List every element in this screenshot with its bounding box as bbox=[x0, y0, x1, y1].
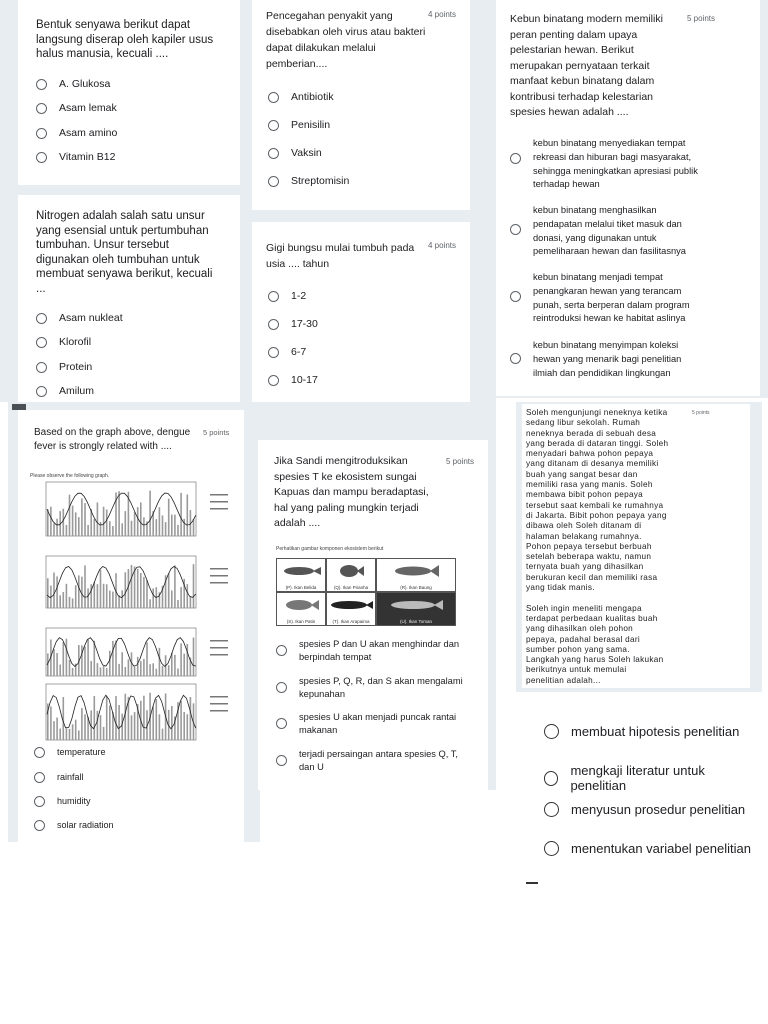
option-vitamin-b12[interactable]: Vitamin B12 bbox=[36, 151, 115, 165]
graph-bar bbox=[81, 708, 83, 740]
graph-bar bbox=[63, 592, 65, 608]
graph-bar bbox=[78, 730, 80, 740]
graph-bar bbox=[94, 519, 96, 536]
option-rainfall[interactable]: rainfall bbox=[34, 771, 84, 785]
option-streptomisin[interactable]: Streptomisin bbox=[268, 175, 349, 189]
graph-bar bbox=[143, 517, 145, 536]
radio-button[interactable] bbox=[34, 747, 45, 758]
graph-bar bbox=[112, 526, 114, 536]
graph-bar bbox=[171, 706, 173, 740]
question-card-1 bbox=[18, 0, 240, 185]
radio-button[interactable] bbox=[268, 148, 279, 159]
graph-bar bbox=[174, 565, 176, 608]
graph-bar bbox=[134, 667, 136, 676]
radio-button[interactable] bbox=[510, 153, 521, 164]
graph-bar bbox=[87, 640, 89, 676]
graph-legend-swatch bbox=[210, 501, 228, 503]
radio-button[interactable] bbox=[276, 755, 287, 766]
graph-bar bbox=[131, 715, 133, 740]
graph-bar bbox=[63, 509, 65, 536]
points-label: 5 points bbox=[687, 14, 716, 23]
graph-bar bbox=[66, 584, 68, 608]
graph-bar bbox=[140, 573, 142, 608]
graph-bar bbox=[109, 591, 111, 608]
graph-bar bbox=[109, 706, 111, 740]
graph-bar bbox=[180, 701, 182, 740]
radio-button[interactable] bbox=[510, 353, 521, 364]
radio-button[interactable] bbox=[36, 386, 47, 397]
graph-bar bbox=[72, 724, 74, 740]
graph-legend-swatch bbox=[210, 710, 228, 712]
graph-bar bbox=[190, 597, 192, 608]
graph-bar bbox=[50, 707, 52, 740]
graph-bar bbox=[183, 519, 185, 536]
graph-bar bbox=[125, 667, 127, 676]
radio-button[interactable] bbox=[276, 682, 287, 693]
graph-bar bbox=[156, 699, 158, 740]
graph-bar bbox=[90, 584, 92, 608]
graph-bar bbox=[66, 525, 68, 536]
points-label: 5 points bbox=[692, 410, 710, 416]
graph-bar bbox=[72, 506, 74, 536]
graph-bar bbox=[156, 669, 158, 676]
graph-bar bbox=[94, 696, 96, 740]
fish-cell-t: (T). Ikan Arapaima bbox=[326, 592, 376, 626]
radio-button[interactable] bbox=[268, 291, 279, 302]
graph-bar bbox=[168, 573, 170, 608]
graph-bar bbox=[56, 718, 58, 740]
graph-bar bbox=[134, 512, 136, 536]
graph-bar bbox=[97, 663, 99, 676]
graph-bar bbox=[100, 522, 102, 536]
graph-bar bbox=[162, 729, 164, 740]
graph-bar bbox=[131, 652, 133, 676]
graph-bar bbox=[174, 655, 176, 676]
option-vaksin[interactable]: Vaksin bbox=[268, 147, 322, 161]
graph-bar bbox=[149, 599, 151, 608]
option-hipotesis[interactable]: membuat hipotesis penelitian bbox=[544, 724, 739, 739]
radio-button[interactable] bbox=[36, 152, 47, 163]
graph-bar bbox=[81, 577, 83, 608]
option-kepunahan[interactable]: spesies P, Q, R, dan S akan mengalami kepunahan bbox=[276, 675, 463, 701]
graph-bar bbox=[193, 519, 195, 536]
radio-button[interactable] bbox=[510, 291, 521, 302]
option-klorofil[interactable]: Klorofil bbox=[36, 336, 91, 350]
graph-bar bbox=[131, 565, 133, 608]
points-label: 4 points bbox=[428, 241, 457, 250]
radio-button[interactable] bbox=[34, 772, 45, 783]
graph-bar bbox=[177, 525, 179, 536]
graph-bar bbox=[171, 590, 173, 608]
question-text: Based on the graph above, dengue fever is strongly related with .... bbox=[34, 427, 191, 452]
option-persaingan[interactable]: terjadi persaingan antara spesies Q, T, dan U bbox=[276, 748, 458, 774]
graph-bar bbox=[103, 584, 105, 608]
graph-bar bbox=[121, 590, 123, 608]
graph-bar bbox=[84, 565, 86, 608]
option-penisilin[interactable]: Penisilin bbox=[268, 119, 330, 133]
fish-cell-q: (Q). Ikan Piranha bbox=[326, 558, 376, 592]
radio-button[interactable] bbox=[268, 375, 279, 386]
graph-bar bbox=[159, 507, 161, 536]
graph-bar bbox=[56, 519, 58, 536]
graph-bar bbox=[171, 515, 173, 536]
graph-bar bbox=[106, 509, 108, 536]
option-antibiotik[interactable]: Antibiotik bbox=[268, 91, 334, 105]
radio-button[interactable] bbox=[544, 771, 558, 786]
question-card-8 bbox=[522, 404, 750, 688]
graph-legend-swatch bbox=[210, 654, 228, 656]
graph-bar bbox=[97, 502, 99, 536]
question-card-4 bbox=[18, 195, 240, 402]
graph-bar bbox=[162, 515, 164, 536]
question-card-7 bbox=[258, 440, 488, 790]
question-card-3 bbox=[496, 0, 760, 396]
fish-cell-s: (S). Ikan Patin bbox=[276, 592, 326, 626]
graph-bar bbox=[72, 598, 74, 608]
radio-button[interactable] bbox=[268, 319, 279, 330]
graph-bar bbox=[125, 572, 127, 608]
graph-panel-frame bbox=[46, 684, 196, 740]
radio-button[interactable] bbox=[34, 796, 45, 807]
fish-baung-icon bbox=[377, 559, 455, 583]
graph-bar bbox=[177, 600, 179, 608]
graph-bar bbox=[94, 582, 96, 608]
graph-bar bbox=[59, 665, 61, 676]
graph-bar bbox=[66, 639, 68, 676]
option-asam-amino[interactable]: Asam amino bbox=[36, 127, 117, 141]
graph-bar bbox=[100, 668, 102, 676]
option-asam-nukleat[interactable]: Asam nukleat bbox=[36, 312, 123, 326]
graph-bar bbox=[47, 578, 49, 608]
graph-bar bbox=[100, 715, 102, 740]
graph-bar bbox=[106, 584, 108, 608]
graph-bar bbox=[159, 648, 161, 676]
graph-legend-swatch bbox=[210, 582, 228, 584]
radio-button[interactable] bbox=[36, 79, 47, 90]
graph-bar bbox=[125, 694, 127, 740]
radio-button[interactable] bbox=[36, 128, 47, 139]
graph-bar bbox=[183, 712, 185, 740]
bottom-marker bbox=[526, 882, 538, 884]
graph-bar bbox=[193, 638, 195, 676]
fish-cell-r: (R). Ikan Baung bbox=[376, 558, 456, 592]
option-variabel[interactable]: menentukan variabel penelitian bbox=[544, 841, 751, 856]
fish-piranha-icon bbox=[327, 559, 375, 583]
graph-bar bbox=[106, 668, 108, 676]
fish-ecosystem-image bbox=[276, 558, 456, 626]
fish-toman-icon bbox=[377, 593, 455, 617]
points-label: 4 points bbox=[428, 10, 457, 19]
graph-caption: Please observe the following graph. bbox=[30, 473, 110, 479]
graph-bar bbox=[137, 657, 139, 676]
graph-bar bbox=[90, 661, 92, 676]
graph-bar bbox=[84, 503, 86, 536]
graph-bar bbox=[103, 666, 105, 676]
radio-button[interactable] bbox=[544, 841, 559, 856]
option-prosedur[interactable]: menyusun prosedur penelitian bbox=[544, 802, 745, 817]
question-text: Bentuk senyawa berikut dapat langsung diserap oleh kapiler usus halus manusia, kecuali .... bbox=[36, 19, 214, 60]
graph-legend-swatch bbox=[210, 575, 228, 577]
option-humidity[interactable]: humidity bbox=[34, 795, 91, 809]
graph-bar bbox=[187, 644, 189, 676]
graph-bar bbox=[97, 711, 99, 740]
graph-panel-frame bbox=[46, 628, 196, 676]
graph-bar bbox=[165, 522, 167, 536]
graph-legend-swatch bbox=[210, 508, 228, 510]
option-amilum[interactable]: Amilum bbox=[36, 385, 94, 399]
graph-bar bbox=[72, 668, 74, 676]
graph-bar bbox=[53, 721, 55, 740]
graph-bar bbox=[112, 641, 114, 676]
graph-bar bbox=[118, 705, 120, 740]
option-rekreasi[interactable]: kebun binatang menyediakan tempat rekreasi dan hiburan bagi masyarakat, sehingga meningkatkan apresiasi publik terhadap hewan bbox=[510, 137, 698, 192]
graph-bar bbox=[152, 588, 154, 608]
question-card-6 bbox=[18, 410, 244, 842]
points-label: 5 points bbox=[203, 428, 230, 437]
graph-bar bbox=[118, 664, 120, 676]
radio-button[interactable] bbox=[268, 120, 279, 131]
graph-bar bbox=[177, 669, 179, 676]
question-text: Kebun binatang modern memiliki peran penting dalam upaya pelestarian hewan. Berikut merupakan pernyataan terkait manfaat kebun binatang dalam kontribusi terhadap kelestarian spesies hewan adalah .... bbox=[510, 13, 663, 118]
option-17-30[interactable]: 17-30 bbox=[268, 318, 318, 332]
graph-bar bbox=[81, 645, 83, 676]
graph-bar bbox=[53, 573, 55, 608]
graph-bar bbox=[128, 659, 130, 676]
question-text: Nitrogen adalah salah satu unsur yang esensial untuk pertumbuhan tumbuhan. Unsur tersebut digunakan oleh tumbuhan untuk membuat senyawa berikut, kecuali ... bbox=[36, 210, 213, 295]
graph-legend-swatch bbox=[210, 494, 228, 496]
fish-arapaima-icon bbox=[327, 593, 375, 617]
fish-belida-icon bbox=[277, 559, 325, 583]
graph-bar bbox=[187, 714, 189, 740]
graph-bar bbox=[87, 588, 89, 608]
option-literatur[interactable]: mengkaji literatur untuk penelitian bbox=[544, 763, 756, 793]
graph-bar bbox=[109, 651, 111, 676]
graph-bar bbox=[59, 595, 61, 608]
graph-bar bbox=[103, 507, 105, 536]
graph-bar bbox=[149, 664, 151, 676]
option-puncak-rantai[interactable]: spesies U akan menjadi puncak rantai makanan bbox=[276, 711, 456, 737]
option-asam-lemak[interactable]: Asam lemak bbox=[36, 102, 117, 116]
graph-bar bbox=[149, 491, 151, 536]
graph-bar bbox=[75, 720, 77, 740]
radio-button[interactable] bbox=[268, 347, 279, 358]
graph-bar bbox=[97, 584, 99, 608]
graph-bar bbox=[146, 580, 148, 608]
option-6-7[interactable]: 6-7 bbox=[268, 346, 306, 360]
graph-bar bbox=[56, 653, 58, 676]
graph-bar bbox=[103, 727, 105, 740]
graph-bar bbox=[134, 712, 136, 740]
graph-bar bbox=[47, 509, 49, 536]
graph-bar bbox=[50, 507, 52, 536]
option-pendapatan[interactable]: kebun binatang menghasilkan pendapatan melalui tiket masuk dan donasi, yang digunakan untuk pemeliharaan hewan dan fasilitasnya bbox=[510, 204, 686, 259]
graph-bar bbox=[69, 660, 71, 676]
question-text: Soleh mengunjungi neneknya ketika sedang libur sekolah. Rumah neneknya berada di sebuah desa yang berada di dataran tinggi. Soleh menyadari bahwa pohon pepaya yang ditanam di desanya memiliki buah yang sangat besar dan memiliki rasa yang manis. Soleh membawa bibit pohon pepaya tersebut saat kembali ke rumahnya di Jakarta. Bibit pohon pepaya yang dibawa oleh Soleh ditanam di halaman belakang rumahnya. Pohon pepaya tersebut berbuah setelah beberapa waktu, namun ternyata buah yang dihasilkan berukuran kecil dan memiliki rasa yang tidak manis. Soleh ingin meneliti mengapa terdapat perbedaan kualitas buah yang dihasilkan oleh pohon pepaya, padahal berasal dari sumber pohon yang sama. Langkah yang harus Soleh lakukan berikutnya untuk memulai penelitian adalah... bbox=[526, 408, 669, 685]
option-temperature[interactable]: temperature bbox=[34, 746, 106, 760]
graph-bar bbox=[174, 515, 176, 536]
graph-bar bbox=[118, 491, 120, 536]
option-1-2[interactable]: 1-2 bbox=[268, 290, 306, 304]
graph-bar bbox=[137, 507, 139, 536]
radio-button[interactable] bbox=[276, 645, 287, 656]
graph-bar bbox=[156, 519, 158, 536]
graph-bar bbox=[183, 654, 185, 676]
fish-patin-icon bbox=[277, 593, 325, 617]
graph-bar bbox=[140, 503, 142, 536]
graph-bar bbox=[109, 521, 111, 536]
graph-bar bbox=[180, 493, 182, 536]
question-text: Gigi bungsu mulai tumbuh pada usia .... tahun bbox=[266, 242, 415, 270]
graph-bar bbox=[140, 661, 142, 676]
points-label: 5 points bbox=[446, 457, 475, 466]
graph-panel-frame bbox=[46, 556, 196, 608]
graph-bar bbox=[134, 566, 136, 608]
graph-bar bbox=[187, 584, 189, 608]
graph-bar bbox=[66, 728, 68, 740]
graph-bar bbox=[78, 517, 80, 536]
graph-bar bbox=[168, 499, 170, 536]
radio-button[interactable] bbox=[34, 820, 45, 831]
graph-bar bbox=[190, 697, 192, 740]
graph-bar bbox=[125, 511, 127, 536]
graph-bar bbox=[137, 569, 139, 608]
graph-bar bbox=[84, 647, 86, 676]
option-menghindar[interactable]: spesies P dan U akan menghindar dan berpindah tempat bbox=[276, 638, 459, 664]
graph-bar bbox=[63, 642, 65, 676]
graph-legend-swatch bbox=[210, 640, 228, 642]
graph-bar bbox=[115, 640, 117, 676]
graph-bar bbox=[168, 665, 170, 676]
graph-bar bbox=[53, 649, 55, 676]
image-caption: Perhatikan gambar komponen ekosistem berikut bbox=[276, 546, 384, 552]
option-glukosa[interactable]: A. Glukosa bbox=[36, 78, 110, 92]
option-protein[interactable]: Protein bbox=[36, 361, 92, 375]
graph-bar bbox=[131, 521, 133, 536]
graph-bar bbox=[187, 494, 189, 536]
graph-bar bbox=[87, 525, 89, 536]
graph-bar bbox=[143, 696, 145, 740]
graph-bar bbox=[146, 642, 148, 676]
question-card-5 bbox=[252, 222, 470, 402]
dengue-graph-image bbox=[28, 478, 238, 748]
graph-bar bbox=[180, 643, 182, 676]
graph-bar bbox=[69, 597, 71, 608]
graph-legend-swatch bbox=[210, 568, 228, 570]
question-text: Pencegahan penyakit yang disebabkan oleh virus atau bakteri dapat dilakukan melalui pemberian.... bbox=[266, 10, 426, 70]
graph-bar bbox=[121, 652, 123, 676]
option-koleksi[interactable]: kebun binatang menyimpan koleksi hewan yang menarik bagi penelitian ilmiah dan pendidikan lingkungan bbox=[510, 339, 681, 380]
graph-bar bbox=[193, 564, 195, 608]
graph-bar bbox=[162, 666, 164, 676]
graph-bar bbox=[81, 498, 83, 536]
graph-bar bbox=[143, 659, 145, 676]
graph-bar bbox=[143, 577, 145, 608]
radio-button[interactable] bbox=[268, 176, 279, 187]
graph-bar bbox=[121, 714, 123, 740]
graph-legend-swatch bbox=[210, 696, 228, 698]
radio-button[interactable] bbox=[510, 224, 521, 235]
graph-bar bbox=[69, 495, 71, 536]
radio-button[interactable] bbox=[36, 313, 47, 324]
fish-cell-u: (U). Ikan Toman bbox=[376, 592, 456, 626]
graph-bar bbox=[152, 663, 154, 676]
graph-legend-swatch bbox=[210, 647, 228, 649]
graph-legend-swatch bbox=[210, 703, 228, 705]
graph-bar bbox=[100, 570, 102, 608]
radio-button[interactable] bbox=[544, 802, 559, 817]
graph-bar bbox=[159, 714, 161, 740]
graph-bar bbox=[56, 576, 58, 608]
radio-button[interactable] bbox=[36, 362, 47, 373]
graph-bar bbox=[112, 592, 114, 608]
graph-bar bbox=[69, 729, 71, 740]
radio-button[interactable] bbox=[36, 103, 47, 114]
graph-bar bbox=[53, 524, 55, 536]
radio-button[interactable] bbox=[276, 718, 287, 729]
graph-bar bbox=[63, 697, 65, 740]
option-solar-radiation[interactable]: solar radiation bbox=[34, 819, 114, 833]
radio-button[interactable] bbox=[36, 337, 47, 348]
graph-bar bbox=[118, 595, 120, 608]
option-penangkaran[interactable]: kebun binatang menjadi tempat penangkaran hewan yang terancam punah, serta berperan dalam program reintroduksi hewan ke habitat aslinya bbox=[510, 271, 690, 326]
graph-bar bbox=[75, 512, 77, 536]
graph-bar bbox=[115, 696, 117, 740]
question-8-options bbox=[516, 702, 756, 884]
graph-bar bbox=[121, 523, 123, 536]
graph-bar bbox=[59, 729, 61, 740]
radio-button[interactable] bbox=[544, 724, 559, 739]
fish-cell-p: (P). Ikan Belida bbox=[276, 558, 326, 592]
graph-bar bbox=[84, 714, 86, 740]
radio-button[interactable] bbox=[268, 92, 279, 103]
option-10-17[interactable]: 10-17 bbox=[268, 374, 318, 388]
graph-bar bbox=[152, 707, 154, 740]
question-text: Jika Sandi mengitroduksikan spesies T ke ekosistem sungai Kapuas dan mampu beradaptasi, hal yang paling mungkin terjadi adalah .... bbox=[274, 455, 429, 529]
graph-bar bbox=[75, 585, 77, 608]
question-card-2 bbox=[252, 0, 470, 210]
graph-bar bbox=[78, 575, 80, 608]
graph-bar bbox=[106, 696, 108, 740]
graph-bar bbox=[180, 587, 182, 608]
